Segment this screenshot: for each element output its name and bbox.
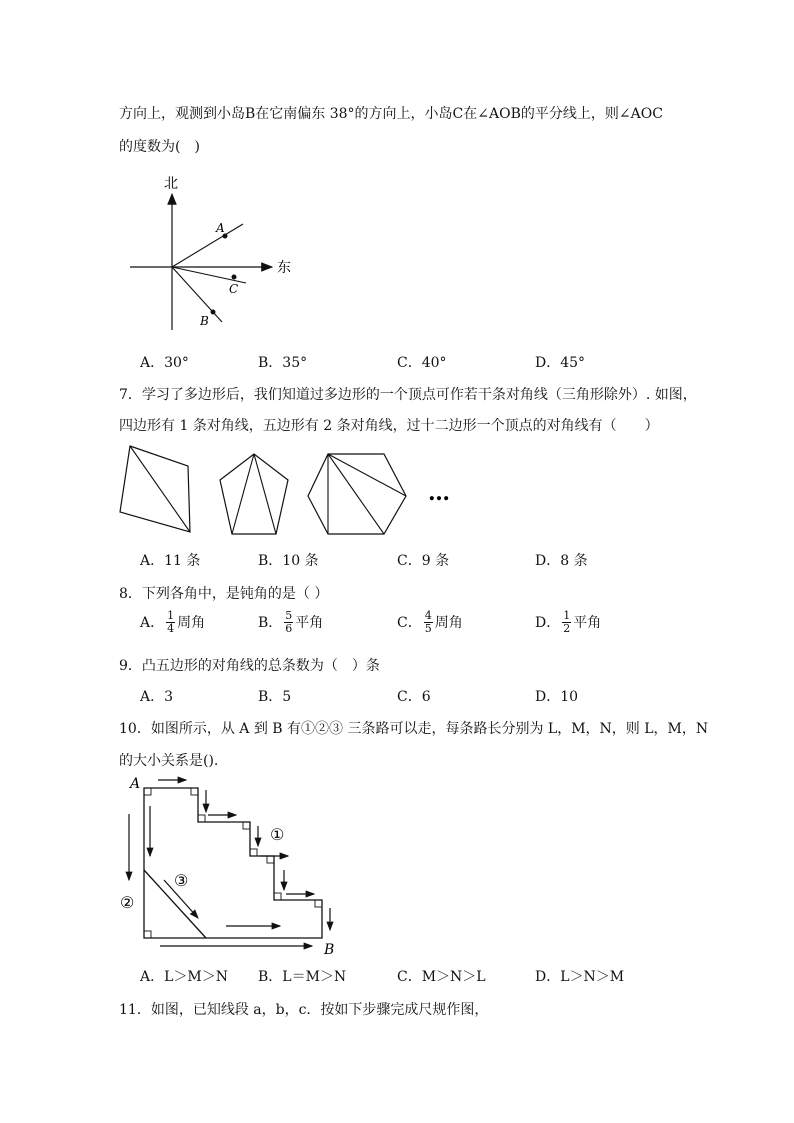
q6-option-b[interactable]: B．35° [258,355,308,371]
q8-option-b-suffix: 平角 [295,614,324,631]
q10-option-b[interactable]: B．L＝M＞N [258,969,347,985]
q9-option-a[interactable]: A．3 [140,689,174,705]
q10-options [140,966,660,986]
q6-options [140,352,660,372]
q8-option-b-fraction [284,610,293,635]
ray-oa [172,224,243,267]
q7-option-d[interactable]: D．8 条 [535,553,588,569]
q8-options [140,610,660,644]
fraction-numerator: 5 [285,609,293,622]
q9-options [140,686,660,706]
route-3-label: ③ [174,871,189,890]
q6-option-d[interactable]: D．45° [535,355,586,371]
q7-option-c[interactable]: C．9 条 [397,553,450,569]
label-b: B [200,314,209,328]
point-c [232,275,237,280]
north-label: 北 [164,176,178,192]
q8-option-d-fraction [562,610,571,635]
q9-text: 9．凸五边形的对角线的总条数为（ ）条 [119,658,380,674]
fraction-numerator: 1 [563,609,571,622]
q10-option-c[interactable]: C．M＞N＞L [397,969,486,985]
q10-option-a[interactable]: A．L＞M＞N [140,969,228,985]
fraction-denominator: 6 [285,622,293,635]
q10-text-line1: 10．如图所示，从 A 到 B 有①②③ 三条路可以走，每条路长分别为 L，M，N，则 L，M，N [119,721,709,737]
q8-option-d-suffix: 平角 [573,614,602,631]
q7-options [140,550,660,570]
q7-option-b[interactable]: B．10 条 [258,553,319,569]
pent-diagonal-1 [254,454,276,534]
q6-text-line2: 的度数为( ) [119,139,200,155]
hex-diagonal-2 [328,454,384,534]
q10-option-d[interactable]: D．L＞N＞M [535,969,625,985]
q8-option-c-fraction [424,610,433,635]
polygons-ellipsis: … [428,480,450,506]
q6-option-a[interactable]: A．30° [140,355,189,371]
q8-option-d[interactable] [535,610,601,635]
pentagon [220,454,288,534]
point-b [211,310,216,315]
q10-paths-figure [118,772,344,958]
q11-text: 11．如图，已知线段 a，b，c．按如下步骤完成尺规作图， [119,1002,489,1018]
fraction-numerator: 1 [167,609,175,622]
q7-option-a[interactable]: A．11 条 [140,553,201,569]
q6-compass-figure [120,170,300,330]
label-a: A [130,776,141,792]
fraction-denominator: 5 [424,622,432,635]
q8-option-b-prefix: B． [258,614,283,631]
q6-option-c[interactable]: C．40° [397,355,447,371]
label-c: C [229,282,239,296]
q7-text-line1: 7．学习了多边形后，我们知道过多边形的一个顶点可作若干条对角线（三角形除外）. 如图， [119,387,697,403]
q6-text-line1: 方向上，观测到小岛B在它南偏东 38°的方向上，小岛C在∠AOB的平分线上，则∠AOC [119,106,663,122]
fraction-denominator: 2 [563,622,571,635]
route-2-label: ② [120,893,135,912]
q8-option-c-prefix: C． [397,614,422,631]
q8-option-b[interactable] [258,610,323,635]
quad-diagonal [130,446,190,532]
fraction-denominator: 4 [167,622,175,635]
q8-option-c[interactable] [397,610,463,635]
q7-polygons-figure [118,444,468,540]
q7-text-line2: 四边形有 1 条对角线，五边形有 2 条对角线，过十二边形一个顶点的对角线有（ ） [119,418,659,434]
hexagon [308,454,406,534]
fraction-numerator: 4 [424,609,432,622]
east-label: 东 [277,260,291,276]
q8-option-a-suffix: 周角 [177,614,206,631]
quadrilateral [120,446,190,532]
q8-option-c-suffix: 周角 [434,614,463,631]
route-1-label: ① [270,825,285,844]
q8-option-a[interactable] [140,610,205,635]
q8-option-a-prefix: A． [140,614,165,631]
hex-diagonal-1 [328,454,406,496]
q8-option-a-fraction [166,610,175,635]
q9-option-d[interactable]: D．10 [535,689,579,705]
q8-text: 8．下列各角中，是钝角的是（ ） [119,586,329,602]
q9-option-c[interactable]: C．6 [397,689,431,705]
q9-option-b[interactable]: B．5 [258,689,292,705]
label-b: B [324,942,335,958]
label-a: A [216,221,225,235]
staircase-outline [144,788,322,938]
pent-diagonal-2 [232,454,254,534]
q10-text-line2: 的大小关系是(). [119,753,219,769]
q8-option-d-prefix: D． [535,614,561,631]
